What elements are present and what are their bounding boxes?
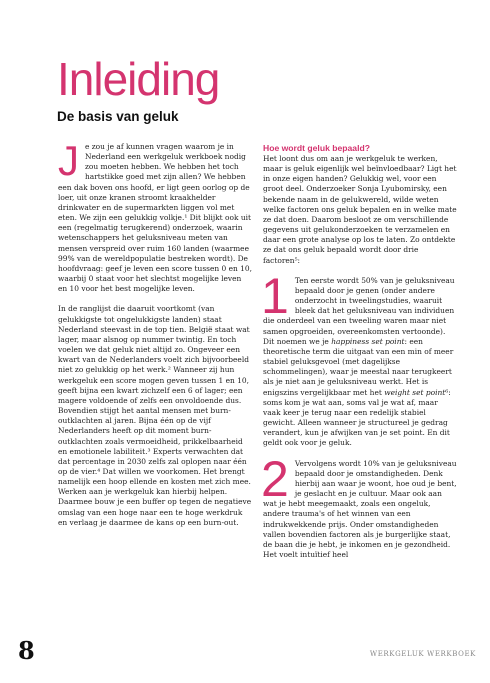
dropcap-number-1: 1 — [261, 267, 289, 324]
page-subtitle — [57, 109, 179, 124]
factor-1-text-c: ⁶: soms kom je wat aan, soms val je wat af, maar vaak keer je terug naar een redelijk stabiel gewicht. Alleen wanneer je structureel je gedrag verandert, kun je afwijken van je set point. En dit geldt ook voor je geluk. — [263, 387, 451, 448]
factor-1-paragraph — [261, 267, 457, 449]
factor-1-text-b: : een theoretische term die uitgaat van een min of meer stabiel geluksgevoel (met dagelijkse schommelingen), waar je meestal naar terugkeert als je niet aan je geluksniveau werkt. Het is enigszins vergelijkbaar met het — [263, 336, 454, 397]
weight-set-point-term: weight set point — [384, 387, 446, 397]
happiness-set-point-term: happiness set point — [331, 336, 405, 346]
intro-text: e zou je af kunnen vragen waarom je in Nederland een werkgeluk werkboek nodig zou moeten hebben. We hebben het toch hartstikke goed met zijn allen? We hebben een dak boven ons hoofd, er ligt geen oorlog op de loer, uit onze kranen stroomt kraakhelder drinkwater en de supermarkten liggen vol met eten. We zijn een gelukkig volkje.¹ Dit blijkt ook uit een (regelmatig terugkerend) onderzoek, waarin wetenschappers het geluksniveau meten van mensen verspreid over ruim 160 landen (waarmee 99% van de wereldpopulatie bestreken wordt). De hoofdvraag: geef je leven een score tussen 0 en 10, waarbij 0 staat voor het slechtst mogelijke leven en 10 voor het best mogelijke leven. — [58, 142, 252, 294]
right-column — [263, 143, 457, 570]
intro-paragraph — [58, 137, 252, 294]
subtitle-prefix: De basis van — [57, 109, 144, 124]
page-title: Inleiding — [57, 53, 220, 105]
left-column — [58, 137, 252, 538]
dropcap-number-2: 2 — [261, 450, 289, 507]
factor-2-paragraph — [261, 450, 457, 561]
factor-2-text: Vervolgens wordt 10% van je geluksniveau bepaald door je omstandigheden. Denk hierbij aan waar je woont, hoe oud je bent, je geslacht en je cultuur. Maar ook aan wat je hebt meegemaakt, zoals een ongeluk, andere trauma's of het winnen van een indrukwekkende prijs. Onder omstandigheden vallen bovendien factoren als je burgerlijke staat, de baan die je hebt, je inkomen en je gezondheid. Het voelt intuïtief heel — [263, 458, 457, 560]
ranking-paragraph: In de ranglijst die daaruit voortkomt (van gelukkigste tot ongelukkigste landen) staat Nederland steevast in de top tien. België staat wat lager, maar alsnog op nummer twintig. En toch voelen we dat geluk niet altijd zo. Ongeveer een kwart van de Nederlanders voelt zich bijvoorbeeld niet zo gelukkig op het werk.² Wanneer zij hun werkgeluk een score mogen geven tussen 1 en 10, geeft bijna een kwart zichzelf een 6 of lager; een magere voldoende of zelfs een onvoldoende dus. Bovendien stijgt het aantal mensen met burn-outklachten al jaren. Bijna één op de vijf Nederlanders heeft op dit moment burn-outklachten zoals vermoeidheid, prikkelbaarheid en emotionele labiliteit.³ Experts verwachten dat dat percentage in 2030 zelfs zal oplopen naar één op de vier.⁴ Dat willen we voorkomen. Het brengt namelijk een hoop ellende en kosten met zich mee. Werken aan je werkgeluk kan hierbij helpen. Daarmee bouw je een buffer op tegen de negatieve omslag van een hoge naar een te hoge werkdruk en verlaag je daarmee de kans op een burn-out. — [58, 304, 252, 527]
running-footer-title: WERKGELUK WERKBOEK — [369, 650, 476, 658]
page-number: 8 — [18, 636, 35, 665]
dropcap-j: J — [58, 137, 79, 184]
subtitle-emphasis: geluk — [143, 109, 179, 124]
section-intro-paragraph: Het loont dus om aan je werkgeluk te werken, maar is geluk eigenlijk wel beïnvloedbaar? Ligt het in onze eigen handen? Gelukkig wel, voor een groot deel. Onderzoeker Sonja Lyubomirsky, een bekende naam in de gelukwereld, wilde weten welke factoren ons geluk bepalen en in welke mate ze dat doen. Daarom besloot ze om verschillende gegevens uit gelukonderzoeken te verzamelen en daar een grote analyse op los te laten. Zo ontdekte ze dat ons geluk bepaald wordt door drie factoren⁵: — [263, 154, 457, 265]
factor-1-text-a: Ten eerste wordt 50% van je geluksniveau bepaald door je genen (onder andere onderzocht in tweelingstudies, waaruit bleek dat het geluksniveau van individuen die onderdeel van een tweeling waren maar niet samen opgroeiden, overeenkomsten vertoonde). Dit noemen we je — [263, 275, 455, 346]
section-heading: Hoe wordt geluk bepaald? — [263, 143, 370, 153]
